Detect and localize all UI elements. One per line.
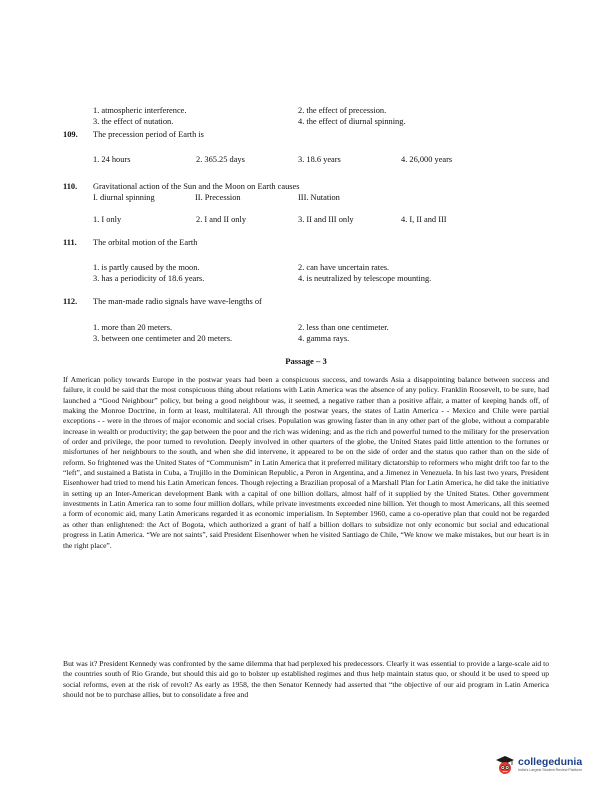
option-4: 4. is neutralized by telescope mounting. [298,274,432,283]
question-111 [63,237,197,248]
option-2: 2. can have uncertain rates. [298,263,390,272]
logo-brand: collegedunia [518,756,583,768]
option-1: 1. atmospheric interference. [93,106,187,115]
question-number: 112. [63,297,78,306]
option-1: 1. 24 hours [93,155,131,164]
option-4: 4. I, II and III [401,215,447,224]
question-111-options [93,262,513,284]
option-3: 3. the effect of nutation. [93,117,174,126]
option-2: 2. less than one centimeter. [298,323,389,332]
option-2: 2. the effect of precession. [298,106,387,115]
logo-tagline: India's Largest Student Review Platform [518,768,582,772]
option-4: 4. 26,000 years [401,155,453,164]
question-110-options [93,214,513,225]
statement-3: III. Nutation [298,193,340,202]
top-options [93,105,513,127]
question-110 [63,181,300,192]
question-text: The precession period of Earth is [93,130,204,139]
option-3: 3. between one centimeter and 20 meters. [93,334,233,343]
question-109 [63,129,204,140]
statement-1: I. diurnal spinning [93,193,155,202]
option-4: 4. gamma rays. [298,334,350,343]
question-number: 111. [63,238,77,247]
option-2: 2. I and II only [196,215,247,224]
question-text: The orbital motion of the Earth [93,238,198,247]
option-4: 4. the effect of diurnal spinning. [298,117,406,126]
question-112 [63,296,262,307]
question-112-options [93,322,513,344]
question-109-options [93,154,513,165]
statement-2: II. Precession [195,193,241,202]
question-110-statements [93,192,340,203]
option-3: 3. has a periodicity of 18.6 years. [93,274,205,283]
passage-title: Passage – 3 [285,356,327,366]
question-text: The man-made radio signals have wave-lengths of [93,297,262,306]
question-number: 110. [63,182,78,191]
option-1: 1. I only [93,215,122,224]
question-number: 109. [63,130,78,139]
option-2: 2. 365.25 days [196,155,245,164]
collegedunia-logo [494,754,582,776]
option-3: 3. II and III only [298,215,354,224]
option-3: 3. 18.6 years [298,155,341,164]
question-text: Gravitational action of the Sun and the Moon on Earth causes [93,182,300,191]
graduate-mascot-icon [494,754,516,776]
option-1: 1. is partly caused by the moon. [93,263,200,272]
passage-paragraph-2: But was it? President Kennedy was confronted by the same dilemma that had perplexed his predecessors. Clearly it was essential to provide a large-scale aid to the countries south of Rio Grande, but should this aid go to bolster up established regimes and thus help maintain status quo, or should it be used to speed up social reforms, even at the risk of revolt? As early as 1958, the then Senator Kennedy had asserted that “the objective of our aid program in Latin America should not be to purchase allies, but to consolidate a free and [63,659,549,700]
passage-paragraph-1: If American policy towards Europe in the postwar years had been a conspicuous success, and towards Asia a disappointing balance between success and failure, it could be said that the most conspicuous thing about relations with Latin America was the absence of any policy. Franklin Roosevelt, to be sure, had launched a “Good Neighbour” policy, but being a good neighbour was, it seemed, a negative rather than a positive affair, a matter of keeping hands off, of making the Monroe Doctrine, in form at least, multilateral. All through the postwar years, the states of Latin America - - Mexico and Chile were partial exceptions - - were in the throes of major economic and social crises. Population was growing faster than in any other part of the globe, without a comparable increase in wealth or productivity; the gap between the poor and the rich was widening; and as the rich and powerful turned to the military for the preservation of order and privilege, the poor turned to revolution. Deeply involved in other quarters of the globe, the United States paid little attention to the fortunes or misfortunes of her neighbours to the south, and when she did intervene, it appeared to be on the side of order and the status quo rather than on the side of reform. So frightened was the United States of “Communism” in Latin America that it preferred military dictatorship to reformers who might drift too far to the “left”, and sustained a Batista in Cuba, a Trujillo in the Dominican Republic, a Peron in Argentina, and a Jimenez in Venezuela. In his last two years, President Eisenhower had tried to mend his Latin American fences. Though rejecting a Brazilian proposal of a Marshall Plan for Latin America, he did take the initiative in setting up an Inter-American development Bank with a capital of one billion dollars, almost half of it supplied by the United States. Other government investments in Latin America ran to some four million dollars, while private investments exceeded nine billion. Yet though to most Americans, all this seemed a form of economic aid, many Latin Americans regarded it as economic imperialism. In September 1960, came a co-operative plan that could not be regarded as other than enlightened: the Act of Bogota, which authorized a grant of half a billion dollars to subsidize not only economic but social and educational progress in Latin America. “We are not saints”, said President Eisenhower when he visited Santiago de Chile, “We know we make mistakes, but our heart is in the right place”. [63,375,549,550]
option-1: 1. more than 20 meters. [93,323,173,332]
